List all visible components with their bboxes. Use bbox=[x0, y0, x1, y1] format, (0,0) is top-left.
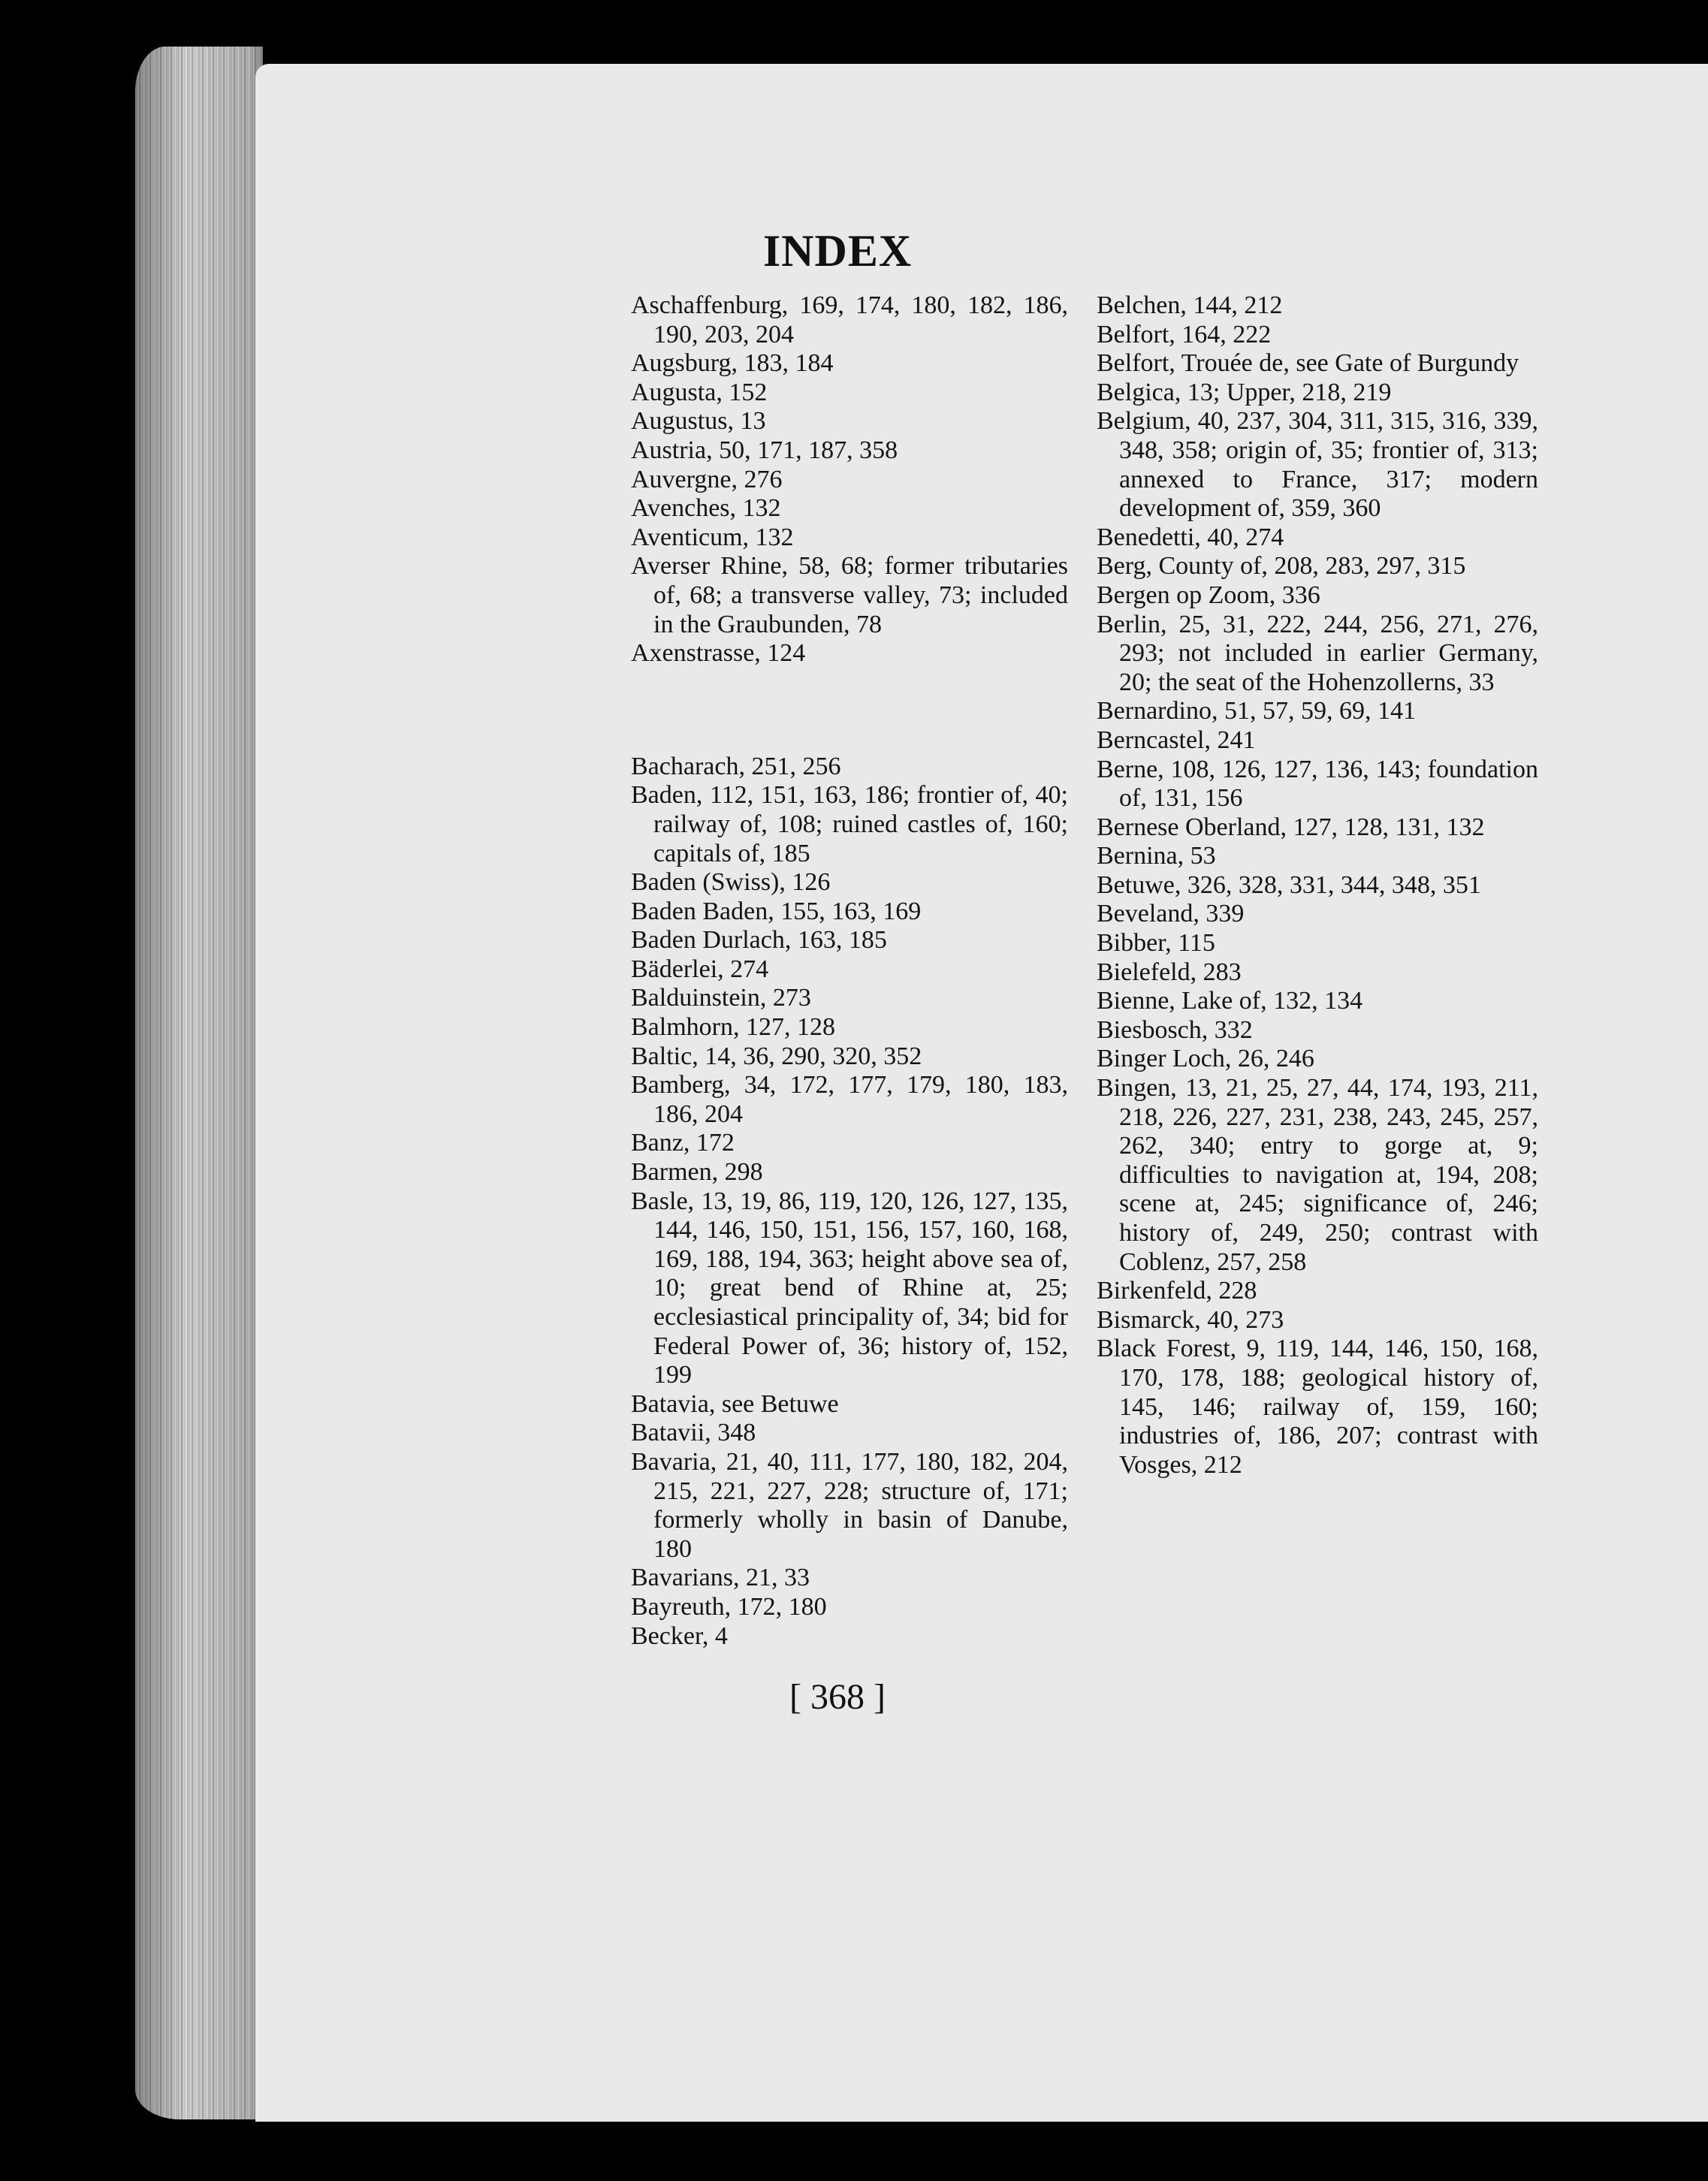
index-entry: Bamberg, 34, 172, 177, 179, 180, 183, 186, 204 bbox=[631, 1071, 1068, 1128]
index-entry: Bacharach, 251, 256 bbox=[631, 752, 841, 780]
index-entry: Bingen, 13, 21, 25, 27, 44, 174, 193, 211, 218, 226, 227, 231, 238, 243, 245, 257, 262, 340; entry to gorge at, 9; difficulties to navigation at, 194, 208; scene at, 245; significance of, 246; history of, 249, 250; contrast with Coblenz, 257, 258 bbox=[1097, 1074, 1538, 1276]
index-entry: Birkenfeld, 228 bbox=[1097, 1277, 1257, 1305]
index-entry: Biesbosch, 332 bbox=[1097, 1015, 1253, 1044]
index-entry: Becker, 4 bbox=[631, 1621, 728, 1650]
index-entry: Augsburg, 183, 184 bbox=[631, 349, 834, 378]
index-entry: Aventicum, 132 bbox=[631, 523, 794, 551]
index-entry: Averser Rhine, 58, 68; former tributaries of, 68; a transverse valley, 73; included in the Graubunden, 78 bbox=[631, 552, 1068, 638]
section-gap bbox=[631, 694, 1068, 727]
index-entry: Baden (Swiss), 126 bbox=[631, 868, 831, 897]
index-entry: Betuwe, 326, 328, 331, 344, 348, 351 bbox=[1097, 870, 1481, 899]
index-entry: Banz, 172 bbox=[631, 1129, 735, 1157]
index-entry: Berlin, 25, 31, 222, 244, 256, 271, 276, 293; not included in earlier Germany, 20; the seat of the Hohenzollerns, 33 bbox=[1097, 610, 1538, 696]
index-entry: Baden, 112, 151, 163, 186; frontier of, 40; railway of, 108; ruined castles of, 160; capitals of, 185 bbox=[631, 781, 1068, 867]
index-entry: Bernese Oberland, 127, 128, 131, 132 bbox=[1097, 813, 1485, 841]
index-entry: Bernina, 53 bbox=[1097, 842, 1216, 870]
index-entry: Belfort, Trouée de, see Gate of Burgundy bbox=[1097, 349, 1519, 378]
index-entry: Axenstrasse, 124 bbox=[631, 639, 806, 668]
index-entry: Black Forest, 9, 119, 144, 146, 150, 168, 170, 178, 188; geological history of, 145, 146; railway of, 159, 160; industries of, 186, 207; contrast with Vosges, 212 bbox=[1097, 1335, 1538, 1479]
index-entry: Balmhorn, 127, 128 bbox=[631, 1013, 835, 1042]
index-entry: Binger Loch, 26, 246 bbox=[1097, 1045, 1314, 1073]
index-entry: Batavia, see Betuwe bbox=[631, 1389, 839, 1418]
index-entry: Bergen op Zoom, 336 bbox=[1097, 581, 1320, 609]
index-entry: Berg, County of, 208, 283, 297, 315 bbox=[1097, 552, 1466, 581]
index-entry: Bavarians, 21, 33 bbox=[631, 1564, 810, 1592]
index-entry: Berncastel, 241 bbox=[1097, 725, 1256, 754]
index-entry: Batavii, 348 bbox=[631, 1419, 756, 1447]
index-column-left bbox=[631, 291, 1068, 1651]
index-entry: Augustus, 13 bbox=[631, 407, 766, 436]
page-number: [ 368 ] bbox=[789, 1677, 886, 1717]
index-entry: Bäderlei, 274 bbox=[631, 955, 769, 983]
index-entry: Bismarck, 40, 273 bbox=[1097, 1305, 1284, 1334]
index-entry: Bayreuth, 172, 180 bbox=[631, 1592, 827, 1621]
index-entry: Bavaria, 21, 40, 111, 177, 180, 182, 204, 215, 221, 227, 228; structure of, 171; formerly wholly in basin of Danube, 180 bbox=[631, 1447, 1068, 1563]
index-entry: Benedetti, 40, 274 bbox=[1097, 523, 1284, 551]
index-entry: Belfort, 164, 222 bbox=[1097, 320, 1272, 348]
index-entry: Bielefeld, 283 bbox=[1097, 958, 1242, 986]
index-entry: Augusta, 152 bbox=[631, 378, 768, 406]
index-entry: Bibber, 115 bbox=[1097, 929, 1215, 958]
index-entry: Baden Durlach, 163, 185 bbox=[631, 926, 887, 955]
index-entry: Balduinstein, 273 bbox=[631, 984, 811, 1012]
index-entry: Belchen, 144, 212 bbox=[1097, 291, 1283, 319]
index-entry: Beveland, 339 bbox=[1097, 900, 1245, 928]
index-entry: Belgium, 40, 237, 304, 311, 315, 316, 339, 348, 358; origin of, 35; frontier of, 313; annexed to France, 317; modern development of, 359, 360 bbox=[1097, 407, 1538, 523]
index-entry: Baden Baden, 155, 163, 169 bbox=[631, 897, 922, 925]
index-entry: Belgica, 13; Upper, 218, 219 bbox=[1097, 378, 1392, 406]
index-entry: Austria, 50, 171, 187, 358 bbox=[631, 436, 898, 464]
index-entry: Barmen, 298 bbox=[631, 1158, 763, 1187]
page-edges-shadow bbox=[135, 47, 263, 2119]
index-entry: Avenches, 132 bbox=[631, 494, 781, 523]
index-column-right bbox=[1097, 291, 1538, 1480]
index-entry: Berne, 108, 126, 127, 136, 143; foundation of, 131, 156 bbox=[1097, 755, 1538, 813]
index-entry: Aschaffenburg, 169, 174, 180, 182, 186, 190, 203, 204 bbox=[631, 291, 1068, 348]
index-entry: Bienne, Lake of, 132, 134 bbox=[1097, 987, 1363, 1015]
index-entry: Auvergne, 276 bbox=[631, 465, 783, 493]
index-entry: Basle, 13, 19, 86, 119, 120, 126, 127, 135, 144, 146, 150, 151, 156, 157, 160, 168, 169, 188, 194, 363; height above sea of, 10; great bend of Rhine at, 25; ecclesiastical principality of, 34; bid for Federal Power of, 36; history of, 152, 199 bbox=[631, 1187, 1068, 1389]
index-entry: Bernardino, 51, 57, 59, 69, 141 bbox=[1097, 697, 1416, 725]
index-entry: Baltic, 14, 36, 290, 320, 352 bbox=[631, 1042, 922, 1070]
page-title: INDEX bbox=[762, 226, 913, 276]
